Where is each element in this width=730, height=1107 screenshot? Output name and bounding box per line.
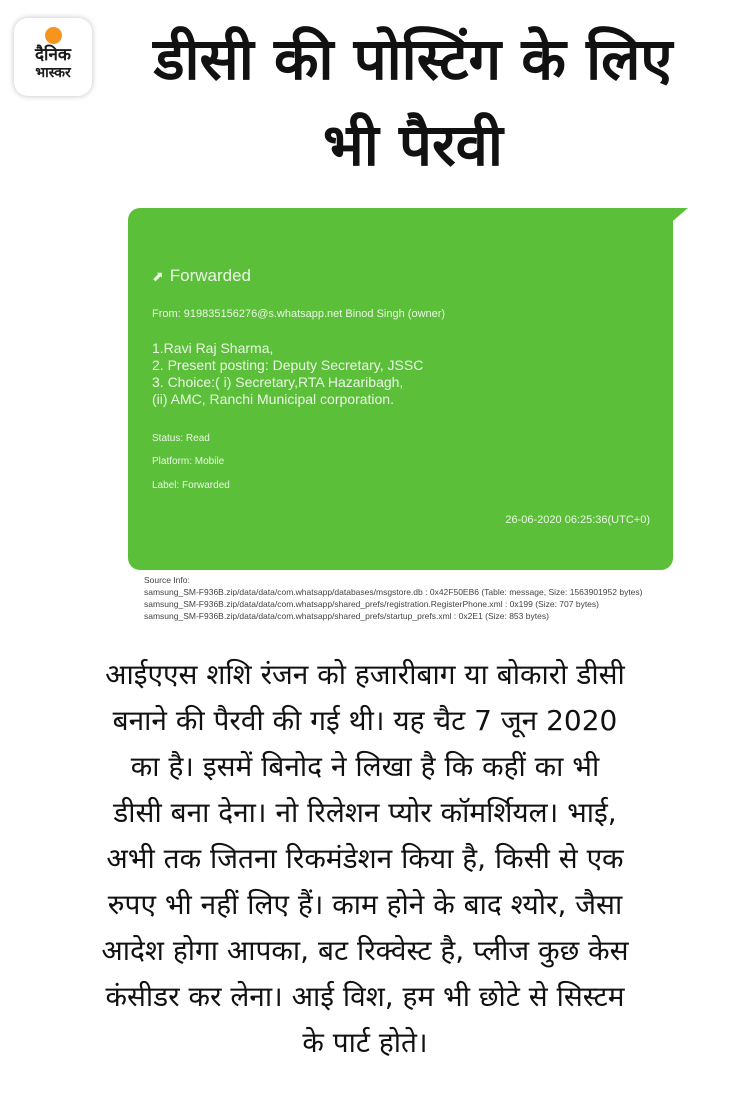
dainik-bhaskar-logo[interactable]: [14, 18, 92, 96]
message-timestamp: 26-06-2020 06:25:36(UTC+0): [505, 514, 650, 526]
sender-line: From: 919835156276@s.whatsapp.net Binod Singh (owner): [152, 308, 446, 320]
logo-text-line2: भास्कर: [35, 65, 71, 81]
forwarded-label: ⬈ Forwarded: [152, 266, 251, 285]
source-info: Source Info: samsung_SM-F936B.zip/data/data/com.whatsapp/databases/msgstore.db : 0x42F50EB6 (Table: message, Size: 1563901952 bytes) samsung_SM-F936B.zip/data/data/com.whatsapp/shared_prefs/registration.RegisterPhone.xml : 0x199 (Size: 707 bytes) samsung_SM-F936B.zip/data/data/com.whatsapp/shared_prefs/startup_prefs.xml : 0x2E1 (Size: 853 bytes): [144, 575, 643, 621]
sun-icon: [45, 27, 62, 44]
forward-arrow-icon: ⬈: [152, 268, 164, 284]
header: [0, 0, 730, 200]
label-line: Label: Forwarded: [152, 480, 230, 491]
logo-text-line1: दैनिक: [35, 45, 71, 65]
article-caption: आईएएस शशि रंजन को हजारीबाग या बोकारो डीसी बनाने की पैरवी की गई थी। यह चैट 7 जून 2020 का है। इसमें बिनोद ने लिखा है कि कहीं का भी डीसी बना देना। नो रिलेशन प्योर कॉमर्शियल। भाई, अभी तक जितना रिकमंडेशन किया है, किसी से एक रुपए भी नहीं लिए हैं। काम होने के बाद श्योर, जैसा आदेश होगा आपका, बट रिक्वेस्ट है, प्लीज कुछ केस कंसीडर कर लेना। आई विश, हम भी छोटे से सिस्टम के पार्ट होते।: [101, 658, 629, 1059]
message-body: 1.Ravi Raj Sharma, 2. Present posting: Deputy Secretary, JSSC 3. Choice:( i) Secretary,RTA Hazaribagh, (ii) AMC, Ranchi Municipal corporation.: [152, 340, 424, 407]
platform-line: Platform: Mobile: [152, 456, 225, 467]
status-line: Status: Read: [152, 433, 210, 444]
headline: डीसी की पोस्टिंग के लिए भी पैरवी: [153, 25, 673, 179]
chat-bubble-tail: [660, 208, 688, 232]
